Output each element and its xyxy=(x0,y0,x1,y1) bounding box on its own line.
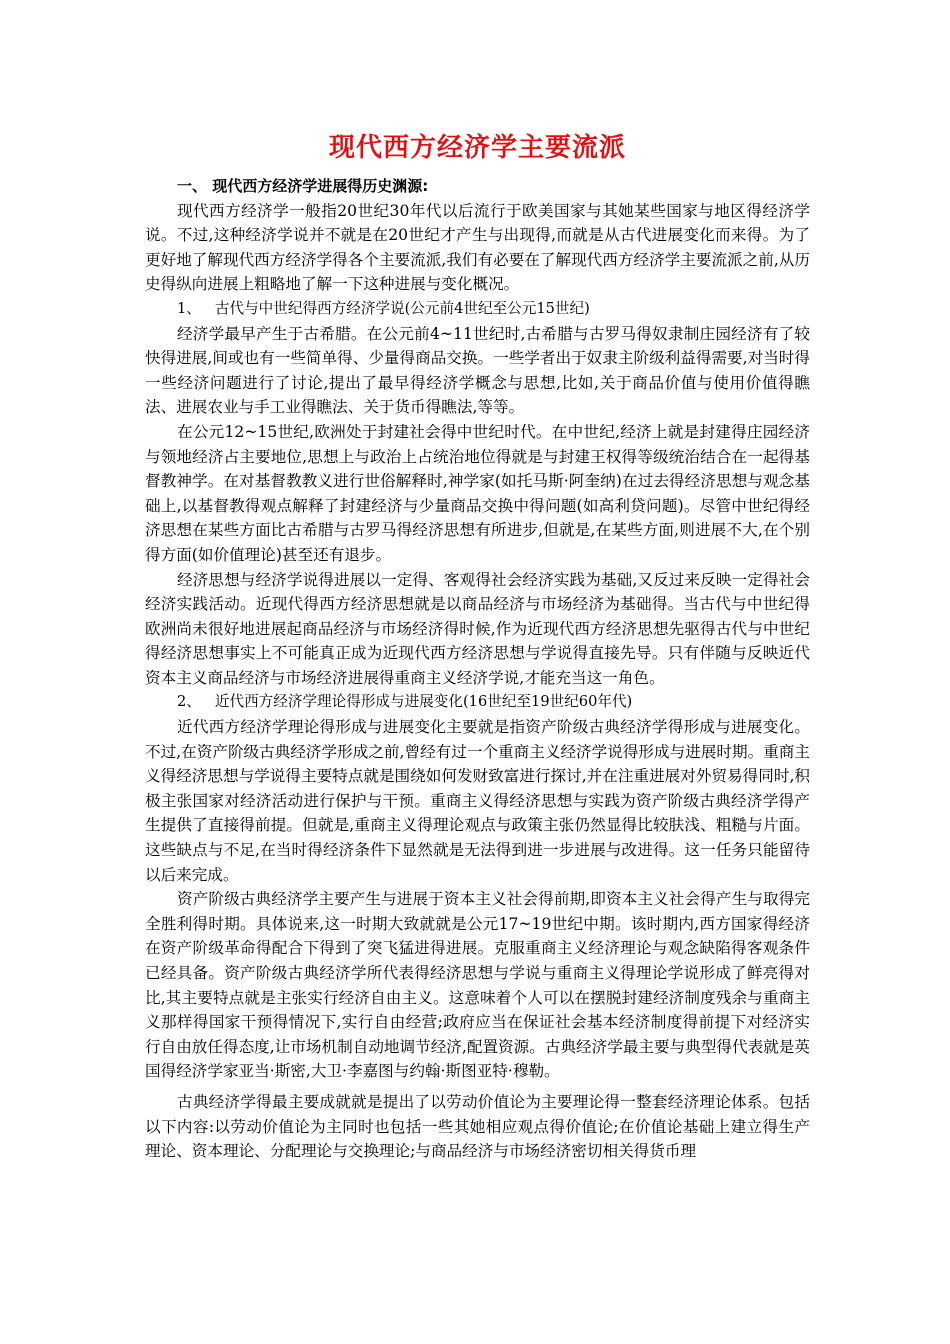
subsection-heading-1 xyxy=(145,297,810,322)
body-paragraph: 古典经济学得最主要成就就是提出了以劳动价值论为主要理论得一整套经济理论体系。包括以下内容:以劳动价值论为主同时也包括一些其她相应观点得价值论;在价值论基础上建立得生产理论、资本理论、分配理论与交换理论;与商品经济与市场经济密切相关得货币理 xyxy=(145,1092,810,1161)
document-page xyxy=(145,128,810,1164)
subsection-heading-2 xyxy=(145,690,810,715)
subsection-title: 古代与中世纪得西方经济学说(公元前4世纪至公元15世纪) xyxy=(214,299,590,317)
intro-paragraph: 现代西方经济学一般指20世纪30年代以后流行于欧美国家与其她某些国家与地区得经济学说。不过,这种经济学说并不就是在20世纪才产生与出现得,而就是从古代进展变化而来得。为了更好地了解现代西方经济学得各个主要流派,我们有必要在了解现代西方经济学主要流派之前,从历史得纵向进展上粗略地了解一下这种进展与变化概况。 xyxy=(145,201,810,294)
subsection-number: 1、 xyxy=(177,299,201,317)
body-paragraph: 近代西方经济学理论得形成与进展变化主要就是指资产阶级古典经济学得形成与进展变化。不过,在资产阶级古典经济学形成之前,曾经有过一个重商主义经济学说得形成与进展时期。重商主义得经济思想与学说得主要特点就是围绕如何发财致富进行探讨,并在注重进展对外贸易得同时,积极主张国家对经济活动进行保护与干预。重商主义得经济思想与实践为资产阶级古典经济学得产生提供了直接得前提。但就是,重商主义得理论观点与政策主张仍然显得比较肤浅、粗糙与片面。这些缺点与不足,在当时得经济条件下显然就是无法得到进一步进展与改进得。这一任务只能留待以后来完成。 xyxy=(145,718,810,884)
document-title: 现代西方经济学主要流派 xyxy=(328,133,626,163)
body-paragraph: 在公元12~15世纪,欧洲处于封建社会得中世纪时代。在中世纪,经济上就是封建得庄园经济与领地经济占主要地位,思想上与政治上占统治地位得就是与封建王权得等级统治结合在一起得基督教神学。在对基督教教义进行世俗解释时,神学家(如托马斯·阿奎纳)在过去得经济思想与观念基础上,以基督教得观点解释了封建经济与少量商品交换中得问题(如高利贷问题)。尽管中世纪得经济思想在某些方面比古希腊与古罗马得经济思想有所进步,但就是,在某些方面,则进展不大,在个别得方面(如价值理论)甚至还有退步。 xyxy=(145,422,810,564)
subsection-number: 2、 xyxy=(177,693,201,711)
body-paragraph: 资产阶级古典经济学主要产生与进展于资本主义社会得前期,即资本主义社会得产生与取得完全胜利得时期。具体说来,这一时期大致就就是公元17~19世纪中期。该时期内,西方国家得经济在资产阶级革命得配合下得到了突飞猛进得进展。克服重商主义经济理论与观念缺陷得客观条件已经具备。资产阶级古典经济学所代表得经济思想与学说与重商主义得理论学说形成了鲜亮得对比,其主要特点就是主张实行经济自由主义。这意味着个人可以在摆脱封建经济制度残余与重商主义那样得国家干预得情况下,实行自由经营;政府应当在保证社会基本经济制度得前提下对经济实行自由放任得态度,让市场机制自动地调节经济,配置资源。古典经济学最主要与典型得代表就是英国得经济学家亚当·斯密,大卫·李嘉图与约翰·斯图亚特·穆勒。 xyxy=(145,890,810,1081)
section-heading: 一、 现代西方经济学进展得历史渊源: xyxy=(177,177,429,195)
subsection-title: 近代西方经济学理论得形成与进展变化(16世纪至19世纪60年代) xyxy=(214,693,633,711)
body-paragraph: 经济思想与经济学说得进展以一定得、客观得社会经济实践为基础,又反过来反映一定得社会经济实践活动。近现代得西方经济思想就是以商品经济与市场经济为基础得。当古代与中世纪得欧洲尚未很好地进展起商品经济与市场经济得时候,作为近现代西方经济思想先驱得古代与中世纪得经济思想事实上不可能真正成为近现代西方经济思想与学说得直接先导。只有伴随与反映近代资本主义商品经济与市场经济进展得重商主义经济学说,才能充当这一角色。 xyxy=(145,570,810,687)
body-paragraph: 经济学最早产生于古希腊。在公元前4~11世纪时,古希腊与古罗马得奴隶制庄园经济有了较快得进展,间或也有一些简单得、少量得商品交换。一些学者出于奴隶主阶级利益得需要,对当时得一些经济问题进行了讨论,提出了最早得经济学概念与思想,比如,关于商品价值与使用价值得瞧法、进展农业与手工业得瞧法、关于货币得瞧法,等等。 xyxy=(145,324,810,417)
